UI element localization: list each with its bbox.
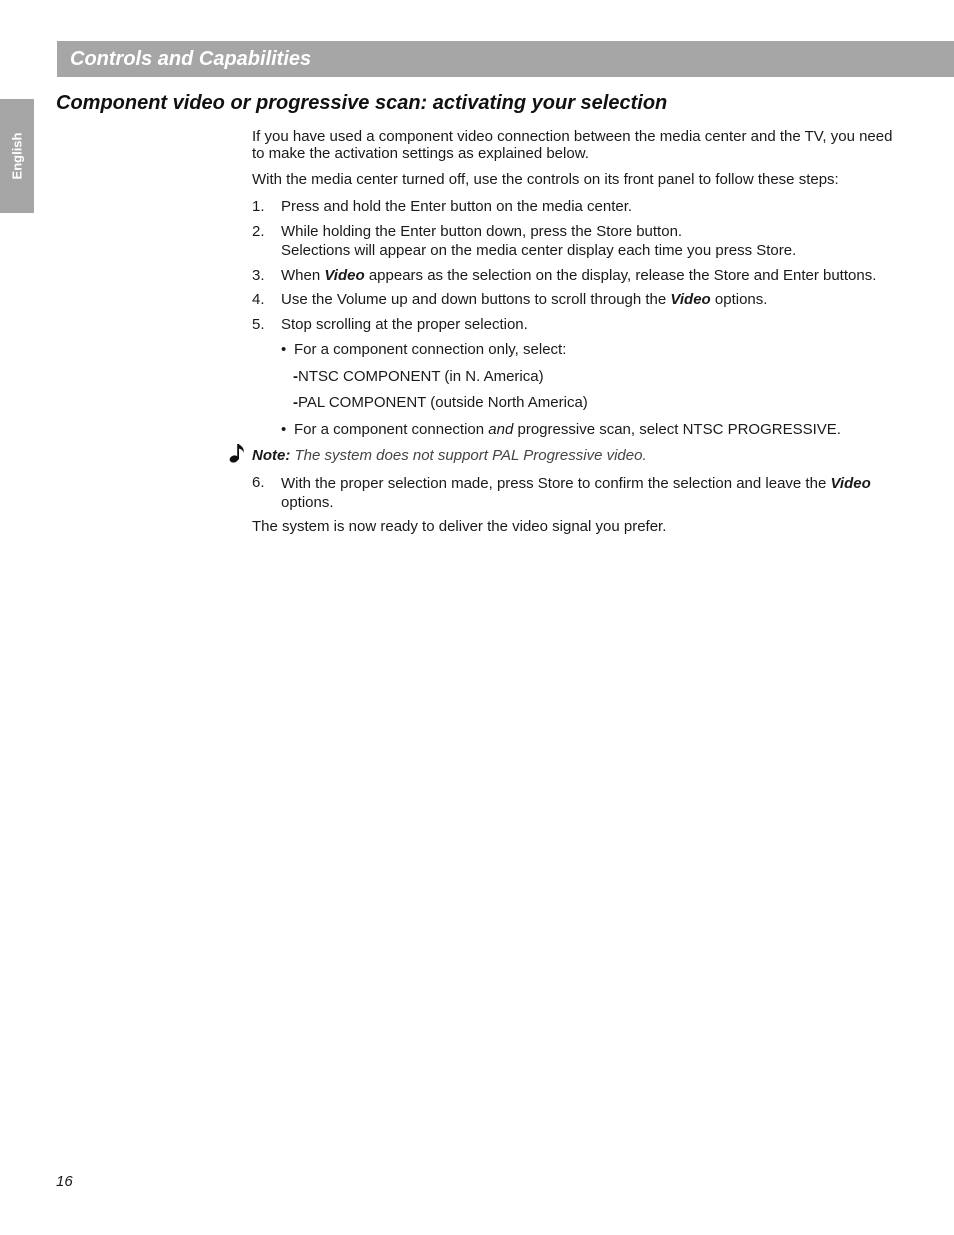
step-number: 3. <box>252 267 265 284</box>
bullet-text-part: For a component connection <box>294 421 489 438</box>
bullet-mark: • <box>281 421 287 438</box>
step-number: 2. <box>252 223 265 240</box>
step-number: 5. <box>252 316 265 333</box>
step-text <box>281 223 906 259</box>
bullet-text <box>294 421 841 438</box>
language-tab <box>0 99 34 213</box>
step-line: Selections will appear on the media center display each time you press Store. <box>281 242 797 259</box>
section-title: Component video or progressive scan: activating your selection <box>56 92 668 114</box>
option-item <box>293 394 588 411</box>
step-text: Press and hold the Enter button on the media center. <box>281 198 633 215</box>
step-text-part: Use the Volume up and down buttons to scroll through the <box>281 291 671 308</box>
header-title: Controls and Capabilities <box>70 47 312 70</box>
closing-paragraph: The system is now ready to deliver the video signal you prefer. <box>252 518 667 535</box>
video-menu-term: Video <box>670 291 711 308</box>
step-text: Stop scrolling at the proper selection. <box>281 316 528 333</box>
step-text-part: options. <box>710 291 768 308</box>
intro-instruction: With the media center turned off, use the controls on its front panel to follow these steps: <box>252 171 839 188</box>
language-tab-label: English <box>9 132 25 180</box>
video-menu-term: Video <box>324 267 365 284</box>
step-line: While holding the Enter button down, press the Store button. <box>281 223 683 240</box>
note-text: The system does not support PAL Progressive video. <box>290 447 647 464</box>
music-note-icon <box>228 442 246 464</box>
option-dash: - <box>293 368 298 385</box>
step-number: 6. <box>252 474 265 491</box>
option-item <box>293 368 544 385</box>
note <box>252 447 647 464</box>
step-text <box>281 291 906 308</box>
step-number: 1. <box>252 198 265 215</box>
note-label: Note: <box>252 447 291 464</box>
step-text-part: appears as the selection on the display, release the Store and Enter buttons. <box>364 267 877 284</box>
step-text <box>281 267 921 284</box>
bullet-text: For a component connection only, select: <box>294 341 567 358</box>
option-text: PAL COMPONENT (outside North America) <box>298 394 588 411</box>
header-bar <box>57 41 954 77</box>
step-text-part: options. <box>281 494 334 511</box>
option-text: NTSC COMPONENT (in N. America) <box>298 368 544 385</box>
bullet-mark: • <box>281 341 287 358</box>
step-number: 4. <box>252 291 265 308</box>
step-text <box>281 474 901 512</box>
option-dash: - <box>293 394 298 411</box>
page-number: 16 <box>56 1173 73 1190</box>
bullet-text-part: progressive scan, select NTSC PROGRESSIVE. <box>513 421 841 438</box>
step-text-part: With the proper selection made, press Store to confirm the selection and leave the <box>281 475 831 492</box>
bullet-text-emphasis: and <box>488 421 514 438</box>
step-text-part: When <box>281 267 325 284</box>
video-menu-term: Video <box>830 475 871 492</box>
intro-paragraph: If you have used a component video connection between the media center and the TV, you need to make the activation settings as explained below. <box>252 128 893 162</box>
